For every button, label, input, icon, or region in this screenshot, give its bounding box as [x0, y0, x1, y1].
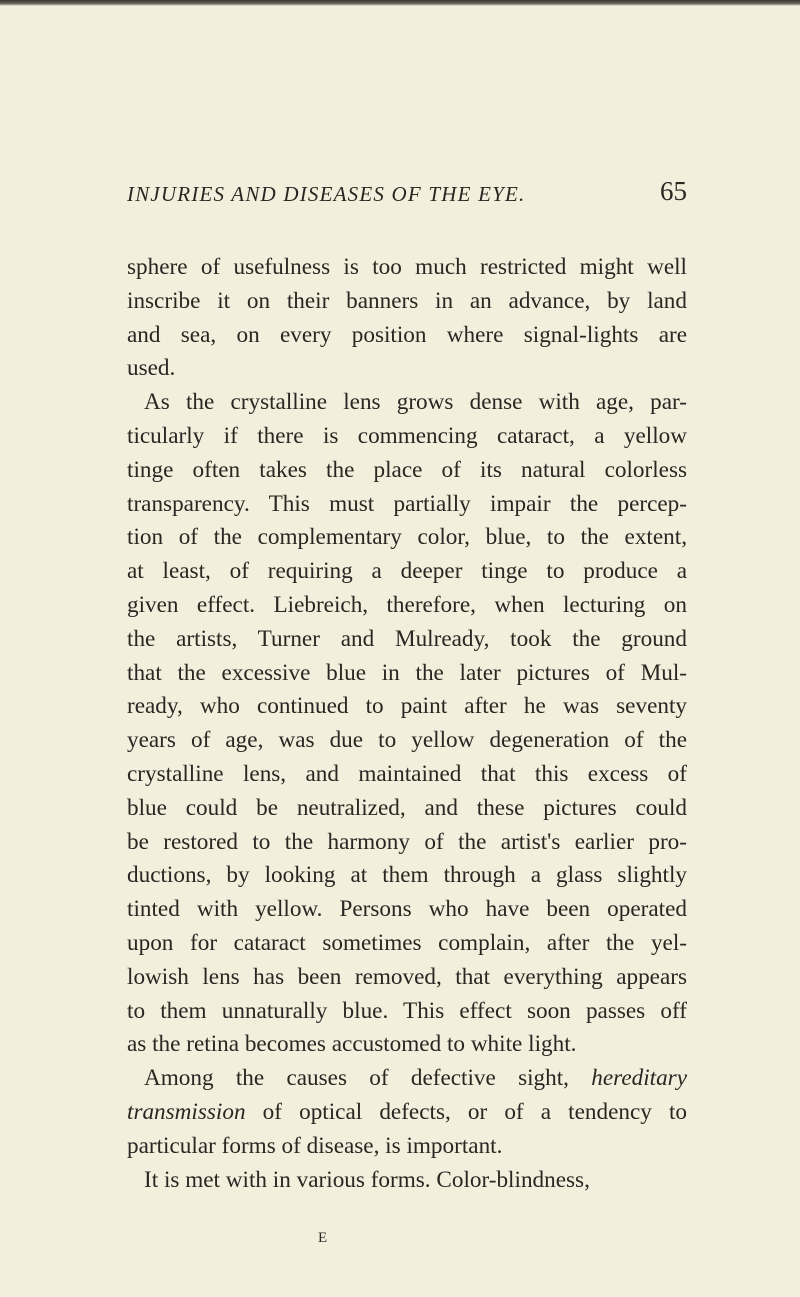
- text-line: years of age, was due to yellow degeneration of the: [127, 727, 687, 754]
- text-line: used.: [127, 355, 176, 382]
- running-head: [127, 174, 687, 210]
- text-line: transparency. This must partially impair the percep-: [127, 490, 687, 517]
- text-line: upon for cataract sometimes complain, after the yel-: [127, 929, 687, 956]
- page-number: 65: [660, 176, 687, 206]
- text-line: given effect. Liebreich, therefore, when lecturing on: [127, 591, 687, 618]
- text-line: tion of the complementary color, blue, to the extent,: [127, 524, 687, 551]
- text-line: particular forms of disease, is important.: [127, 1132, 503, 1159]
- text-line: be restored to the harmony of the artist's earlier pro-: [127, 828, 687, 855]
- text-line: lowish lens has been removed, that everything appears: [127, 963, 687, 990]
- text-fragment: of optical defects, or of a tendency to: [262, 1098, 687, 1125]
- signature-mark: E: [318, 1230, 329, 1246]
- text-line: at least, of requiring a deeper tinge to produce a: [127, 558, 687, 585]
- text-line: tinge often takes the place of its natural colorless: [127, 456, 687, 483]
- text-line: As the crystalline lens grows dense with age, par-: [144, 389, 687, 416]
- text-line: the artists, Turner and Mulready, took the ground: [127, 625, 687, 652]
- text-line: blue could be neutralized, and these pictures could: [127, 794, 687, 821]
- text-line: It is met with in various forms. Color-blindness,: [144, 1166, 590, 1193]
- text-line: crystalline lens, and maintained that this excess of: [127, 760, 687, 787]
- running-title: INJURIES AND DISEASES OF THE EYE.: [127, 182, 526, 206]
- body-text: [127, 251, 687, 1197]
- text-line: ticularly if there is commencing cataract, a yellow: [127, 422, 687, 449]
- text-line: inscribe it on their banners in an advance, by land: [127, 287, 687, 314]
- text-line: tinted with yellow. Persons who have been operated: [127, 896, 687, 923]
- text-line: [127, 1096, 687, 1130]
- italic-term: transmission: [127, 1098, 246, 1125]
- italic-term: hereditary: [591, 1065, 687, 1092]
- text-line: and sea, on every position where signal-lights are: [127, 321, 687, 348]
- text-line: sphere of usefulness is too much restricted might well: [127, 254, 687, 280]
- text-line: that the excessive blue in the later pictures of Mul-: [127, 659, 687, 686]
- text-line: ductions, by looking at them through a glass slightly: [127, 862, 687, 889]
- text-line: as the retina becomes accustomed to white light.: [127, 1031, 577, 1058]
- text-fragment: Among the causes of defective sight,: [144, 1065, 569, 1092]
- text-line: to them unnaturally blue. This effect soon passes off: [127, 997, 687, 1024]
- text-line: ready, who continued to paint after he was seventy: [127, 693, 687, 720]
- text-line: [127, 1062, 687, 1096]
